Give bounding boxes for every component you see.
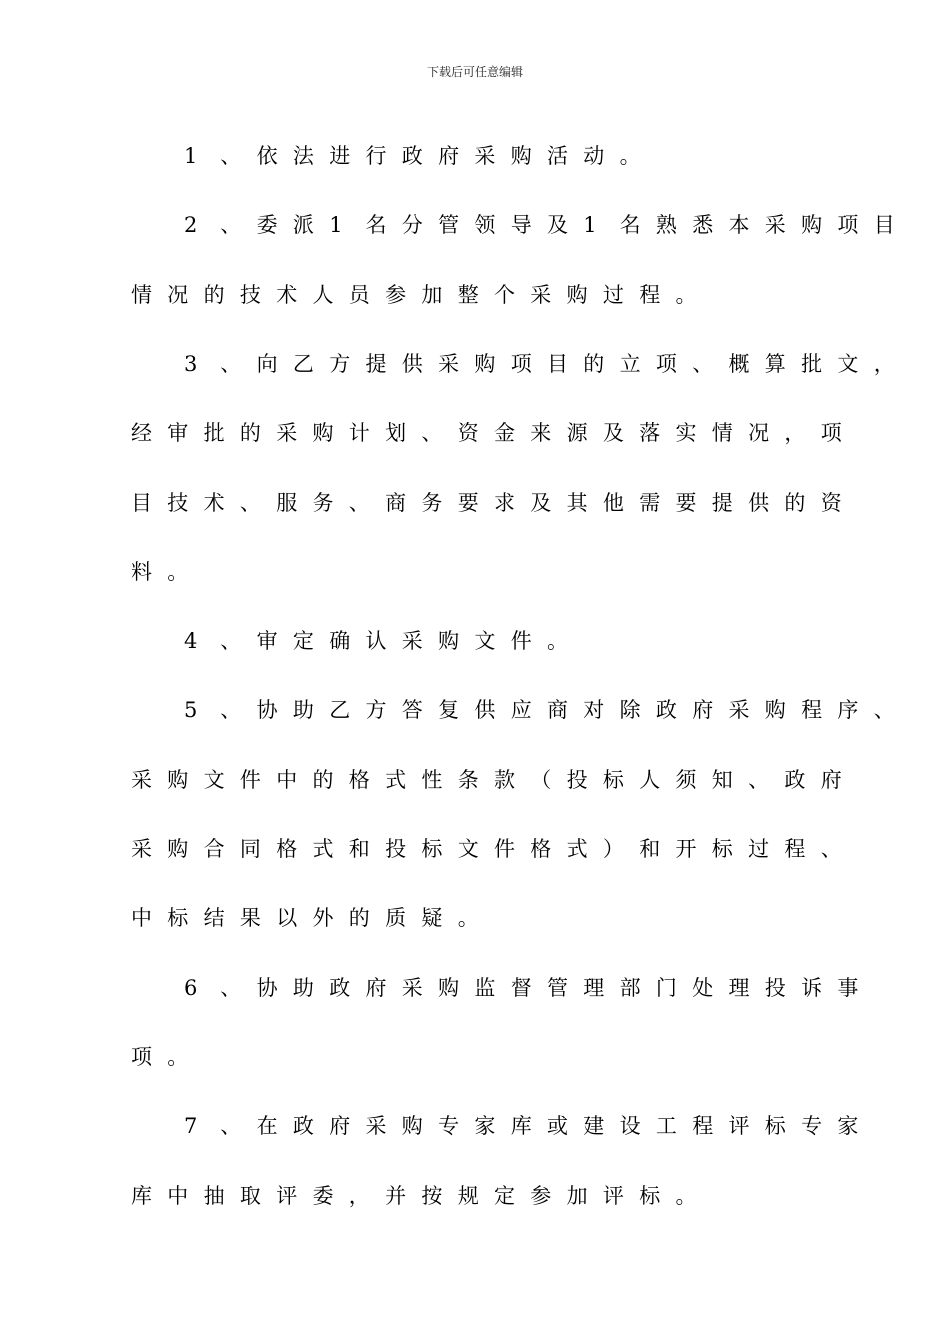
page-header: 下载后可任意编辑 — [426, 65, 523, 79]
